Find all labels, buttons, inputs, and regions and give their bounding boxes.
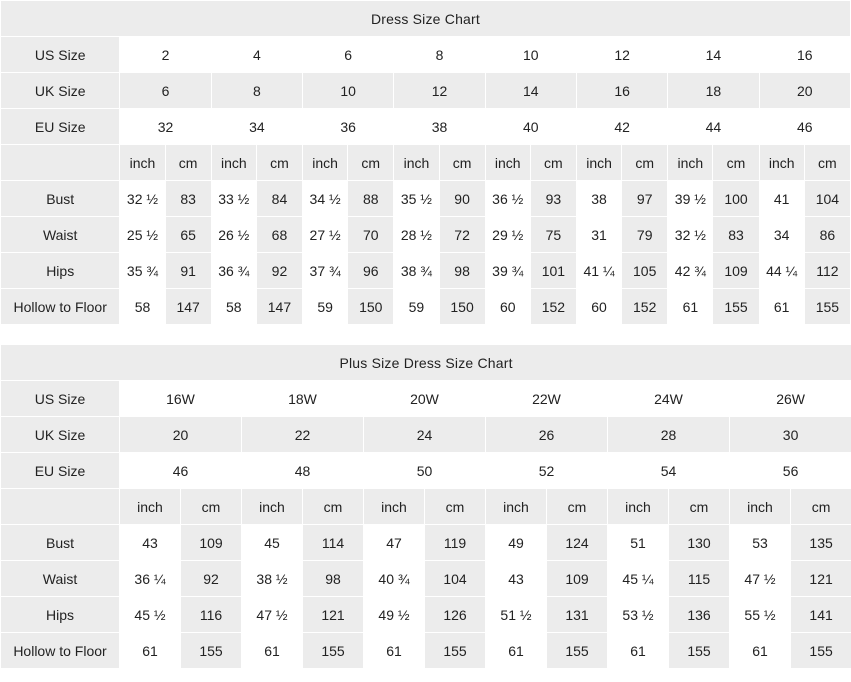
cell-plus-bust-12: 135	[791, 525, 851, 561]
cell-bust-16: 104	[804, 181, 850, 217]
cell-waist-14: 83	[713, 217, 759, 253]
table-row-hips-plus	[1, 597, 851, 633]
cell-bust-3: 33 ½	[211, 181, 256, 217]
cell-uk-8: 20	[759, 73, 850, 109]
cell-bust-15: 41	[759, 181, 804, 217]
cell-plus-eu-4: 52	[486, 453, 608, 489]
cell-plus-bust-5: 47	[364, 525, 425, 561]
row-label-hollow-to-floor: Hollow to Floor	[1, 289, 120, 325]
cell-hips-8: 98	[439, 253, 485, 289]
cell-plus-uk-2: 22	[242, 417, 364, 453]
cell-hips-7: 38 ¾	[394, 253, 439, 289]
cell-hollow-11: 60	[576, 289, 621, 325]
cell-plus-us-3: 20W	[364, 381, 486, 417]
cell-plus-waist-9: 45 ¼	[608, 561, 669, 597]
cell-hollow-7: 59	[394, 289, 439, 325]
cell-plus-bust-8: 124	[547, 525, 608, 561]
cell-plus-hollow-2: 155	[181, 633, 242, 669]
cell-hollow-13: 61	[668, 289, 713, 325]
cell-plus-unit-10: cm	[669, 489, 730, 525]
cell-plus-waist-7: 43	[486, 561, 547, 597]
cell-hips-15: 44 ¼	[759, 253, 804, 289]
table-row-bust	[1, 181, 851, 217]
table-row-eu-size-plus	[1, 453, 851, 489]
cell-hollow-9: 60	[485, 289, 530, 325]
cell-us-5: 10	[485, 37, 576, 73]
cell-bust-12: 97	[622, 181, 668, 217]
cell-waist-15: 34	[759, 217, 804, 253]
cell-eu-2: 34	[211, 109, 302, 145]
cell-plus-hollow-6: 155	[425, 633, 486, 669]
table-row-hollow-to-floor	[1, 289, 851, 325]
cell-plus-hollow-10: 155	[669, 633, 730, 669]
cell-eu-5: 40	[485, 109, 576, 145]
cell-plus-hips-8: 131	[547, 597, 608, 633]
cell-plus-waist-3: 38 ½	[242, 561, 303, 597]
cell-plus-bust-3: 45	[242, 525, 303, 561]
cell-plus-waist-4: 98	[303, 561, 364, 597]
cell-hollow-12: 152	[622, 289, 668, 325]
cell-plus-unit-3: inch	[242, 489, 303, 525]
cell-unit-16: cm	[804, 145, 850, 181]
cell-uk-1: 6	[120, 73, 211, 109]
cell-plus-hollow-1: 61	[120, 633, 181, 669]
cell-plus-waist-6: 104	[425, 561, 486, 597]
cell-plus-uk-5: 28	[608, 417, 730, 453]
plus-page-title: Plus Size Dress Size Chart	[1, 345, 851, 381]
cell-plus-waist-5: 40 ¾	[364, 561, 425, 597]
cell-plus-hips-2: 116	[181, 597, 242, 633]
cell-plus-bust-7: 49	[486, 525, 547, 561]
cell-plus-unit-5: inch	[364, 489, 425, 525]
cell-plus-hips-1: 45 ½	[120, 597, 181, 633]
cell-plus-waist-10: 115	[669, 561, 730, 597]
table-row-uk-size-plus	[1, 417, 851, 453]
cell-plus-unit-7: inch	[486, 489, 547, 525]
row-label-bust: Bust	[1, 181, 120, 217]
table-row-eu-size	[1, 109, 851, 145]
cell-plus-unit-2: cm	[181, 489, 242, 525]
cell-waist-16: 86	[804, 217, 850, 253]
plus-size-dress-chart	[0, 344, 851, 669]
cell-hips-3: 36 ¾	[211, 253, 256, 289]
cell-plus-unit-11: inch	[730, 489, 791, 525]
row-label-eu-size-plus: EU Size	[1, 453, 120, 489]
cell-hollow-1: 58	[120, 289, 165, 325]
cell-bust-8: 90	[439, 181, 485, 217]
cell-hollow-10: 152	[530, 289, 576, 325]
cell-plus-hollow-7: 61	[486, 633, 547, 669]
table-row-waist-plus	[1, 561, 851, 597]
cell-plus-bust-1: 43	[120, 525, 181, 561]
cell-plus-waist-2: 92	[181, 561, 242, 597]
cell-plus-waist-12: 121	[791, 561, 851, 597]
cell-unit-15: inch	[759, 145, 804, 181]
table-row-units-plus	[1, 489, 851, 525]
cell-plus-us-6: 26W	[730, 381, 851, 417]
cell-waist-10: 75	[530, 217, 576, 253]
cell-plus-eu-6: 56	[730, 453, 851, 489]
cell-bust-9: 36 ½	[485, 181, 530, 217]
cell-bust-10: 93	[530, 181, 576, 217]
cell-bust-13: 39 ½	[668, 181, 713, 217]
cell-waist-7: 28 ½	[394, 217, 439, 253]
cell-hips-5: 37 ¾	[303, 253, 348, 289]
cell-bust-1: 32 ½	[120, 181, 165, 217]
cell-plus-bust-6: 119	[425, 525, 486, 561]
cell-hollow-14: 155	[713, 289, 759, 325]
cell-bust-6: 88	[348, 181, 394, 217]
cell-us-6: 12	[576, 37, 667, 73]
table-row-waist	[1, 217, 851, 253]
cell-waist-12: 79	[622, 217, 668, 253]
cell-hips-14: 109	[713, 253, 759, 289]
cell-hips-6: 96	[348, 253, 394, 289]
row-label-hips-plus: Hips	[1, 597, 120, 633]
cell-plus-hips-11: 55 ½	[730, 597, 791, 633]
cell-us-7: 14	[668, 37, 759, 73]
cell-plus-unit-1: inch	[120, 489, 181, 525]
row-label-uk-size: UK Size	[1, 73, 120, 109]
cell-bust-11: 38	[576, 181, 621, 217]
row-label-us-size-plus: US Size	[1, 381, 120, 417]
chart-divider	[0, 325, 851, 344]
cell-plus-unit-8: cm	[547, 489, 608, 525]
table-row-hollow-to-floor-plus	[1, 633, 851, 669]
table-row-title-plus	[1, 345, 851, 381]
cell-plus-us-1: 16W	[120, 381, 242, 417]
cell-plus-hollow-11: 61	[730, 633, 791, 669]
cell-plus-hips-5: 49 ½	[364, 597, 425, 633]
cell-unit-7: inch	[394, 145, 439, 181]
cell-bust-7: 35 ½	[394, 181, 439, 217]
cell-waist-11: 31	[576, 217, 621, 253]
row-label-waist-plus: Waist	[1, 561, 120, 597]
cell-unit-1: inch	[120, 145, 165, 181]
cell-us-4: 8	[394, 37, 485, 73]
table-row-us-size	[1, 37, 851, 73]
table-row-title	[1, 1, 851, 37]
cell-plus-eu-5: 54	[608, 453, 730, 489]
cell-plus-waist-8: 109	[547, 561, 608, 597]
table-row-us-size-plus	[1, 381, 851, 417]
dress-size-chart	[0, 0, 851, 325]
row-label-us-size: US Size	[1, 37, 120, 73]
cell-plus-hollow-3: 61	[242, 633, 303, 669]
cell-waist-3: 26 ½	[211, 217, 256, 253]
cell-hips-9: 39 ¾	[485, 253, 530, 289]
table-row-uk-size	[1, 73, 851, 109]
row-label-eu-size: EU Size	[1, 109, 120, 145]
cell-unit-11: inch	[576, 145, 621, 181]
cell-waist-2: 65	[165, 217, 211, 253]
cell-plus-bust-2: 109	[181, 525, 242, 561]
cell-plus-uk-1: 20	[120, 417, 242, 453]
cell-bust-14: 100	[713, 181, 759, 217]
cell-unit-5: inch	[303, 145, 348, 181]
cell-hips-11: 41 ¼	[576, 253, 621, 289]
cell-hollow-8: 150	[439, 289, 485, 325]
cell-plus-hips-4: 121	[303, 597, 364, 633]
cell-waist-1: 25 ½	[120, 217, 165, 253]
cell-plus-hips-10: 136	[669, 597, 730, 633]
cell-plus-unit-9: inch	[608, 489, 669, 525]
cell-eu-7: 44	[668, 109, 759, 145]
cell-us-3: 6	[303, 37, 394, 73]
cell-hollow-2: 147	[165, 289, 211, 325]
cell-plus-hollow-8: 155	[547, 633, 608, 669]
cell-plus-bust-9: 51	[608, 525, 669, 561]
cell-waist-8: 72	[439, 217, 485, 253]
cell-plus-us-4: 22W	[486, 381, 608, 417]
cell-unit-10: cm	[530, 145, 576, 181]
cell-hips-2: 91	[165, 253, 211, 289]
cell-plus-hips-9: 53 ½	[608, 597, 669, 633]
cell-us-2: 4	[211, 37, 302, 73]
cell-bust-4: 84	[256, 181, 302, 217]
table-row-units	[1, 145, 851, 181]
table-row-bust-plus	[1, 525, 851, 561]
cell-unit-12: cm	[622, 145, 668, 181]
cell-plus-eu-1: 46	[120, 453, 242, 489]
cell-plus-waist-1: 36 ¼	[120, 561, 181, 597]
cell-plus-us-5: 24W	[608, 381, 730, 417]
cell-plus-hips-3: 47 ½	[242, 597, 303, 633]
cell-waist-6: 70	[348, 217, 394, 253]
cell-plus-hollow-12: 155	[791, 633, 851, 669]
cell-plus-hollow-4: 155	[303, 633, 364, 669]
cell-plus-hollow-9: 61	[608, 633, 669, 669]
row-label-units-plus	[1, 489, 120, 525]
row-label-units	[1, 145, 120, 181]
cell-unit-3: inch	[211, 145, 256, 181]
cell-plus-uk-6: 30	[730, 417, 851, 453]
cell-plus-unit-12: cm	[791, 489, 851, 525]
table-row-hips	[1, 253, 851, 289]
page-title: Dress Size Chart	[1, 1, 851, 37]
cell-eu-1: 32	[120, 109, 211, 145]
row-label-waist: Waist	[1, 217, 120, 253]
cell-unit-9: inch	[485, 145, 530, 181]
cell-hollow-5: 59	[303, 289, 348, 325]
cell-eu-3: 36	[303, 109, 394, 145]
cell-unit-14: cm	[713, 145, 759, 181]
cell-hollow-15: 61	[759, 289, 804, 325]
cell-hollow-6: 150	[348, 289, 394, 325]
cell-eu-8: 46	[759, 109, 850, 145]
cell-uk-6: 16	[576, 73, 667, 109]
cell-plus-unit-6: cm	[425, 489, 486, 525]
cell-hips-12: 105	[622, 253, 668, 289]
row-label-hollow-to-floor-plus: Hollow to Floor	[1, 633, 120, 669]
cell-unit-13: inch	[668, 145, 713, 181]
cell-plus-eu-2: 48	[242, 453, 364, 489]
cell-plus-uk-4: 26	[486, 417, 608, 453]
cell-hips-1: 35 ¾	[120, 253, 165, 289]
cell-us-8: 16	[759, 37, 850, 73]
row-label-bust-plus: Bust	[1, 525, 120, 561]
cell-plus-waist-11: 47 ½	[730, 561, 791, 597]
cell-hips-13: 42 ¾	[668, 253, 713, 289]
cell-plus-eu-3: 50	[364, 453, 486, 489]
cell-uk-7: 18	[668, 73, 759, 109]
cell-waist-9: 29 ½	[485, 217, 530, 253]
cell-waist-5: 27 ½	[303, 217, 348, 253]
cell-uk-2: 8	[211, 73, 302, 109]
cell-eu-4: 38	[394, 109, 485, 145]
cell-hollow-16: 155	[804, 289, 850, 325]
cell-plus-hips-12: 141	[791, 597, 851, 633]
cell-hollow-3: 58	[211, 289, 256, 325]
cell-waist-4: 68	[256, 217, 302, 253]
cell-eu-6: 42	[576, 109, 667, 145]
cell-plus-uk-3: 24	[364, 417, 486, 453]
cell-waist-13: 32 ½	[668, 217, 713, 253]
cell-hips-4: 92	[256, 253, 302, 289]
row-label-uk-size-plus: UK Size	[1, 417, 120, 453]
cell-unit-4: cm	[256, 145, 302, 181]
cell-plus-bust-10: 130	[669, 525, 730, 561]
cell-unit-2: cm	[165, 145, 211, 181]
cell-us-1: 2	[120, 37, 211, 73]
cell-bust-5: 34 ½	[303, 181, 348, 217]
cell-plus-hollow-5: 61	[364, 633, 425, 669]
cell-plus-us-2: 18W	[242, 381, 364, 417]
cell-hollow-4: 147	[256, 289, 302, 325]
cell-plus-unit-4: cm	[303, 489, 364, 525]
cell-bust-2: 83	[165, 181, 211, 217]
cell-unit-8: cm	[439, 145, 485, 181]
row-label-hips: Hips	[1, 253, 120, 289]
cell-uk-5: 14	[485, 73, 576, 109]
cell-uk-3: 10	[303, 73, 394, 109]
cell-plus-bust-4: 114	[303, 525, 364, 561]
cell-plus-hips-6: 126	[425, 597, 486, 633]
cell-hips-10: 101	[530, 253, 576, 289]
cell-plus-bust-11: 53	[730, 525, 791, 561]
cell-unit-6: cm	[348, 145, 394, 181]
cell-uk-4: 12	[394, 73, 485, 109]
cell-hips-16: 112	[804, 253, 850, 289]
cell-plus-hips-7: 51 ½	[486, 597, 547, 633]
